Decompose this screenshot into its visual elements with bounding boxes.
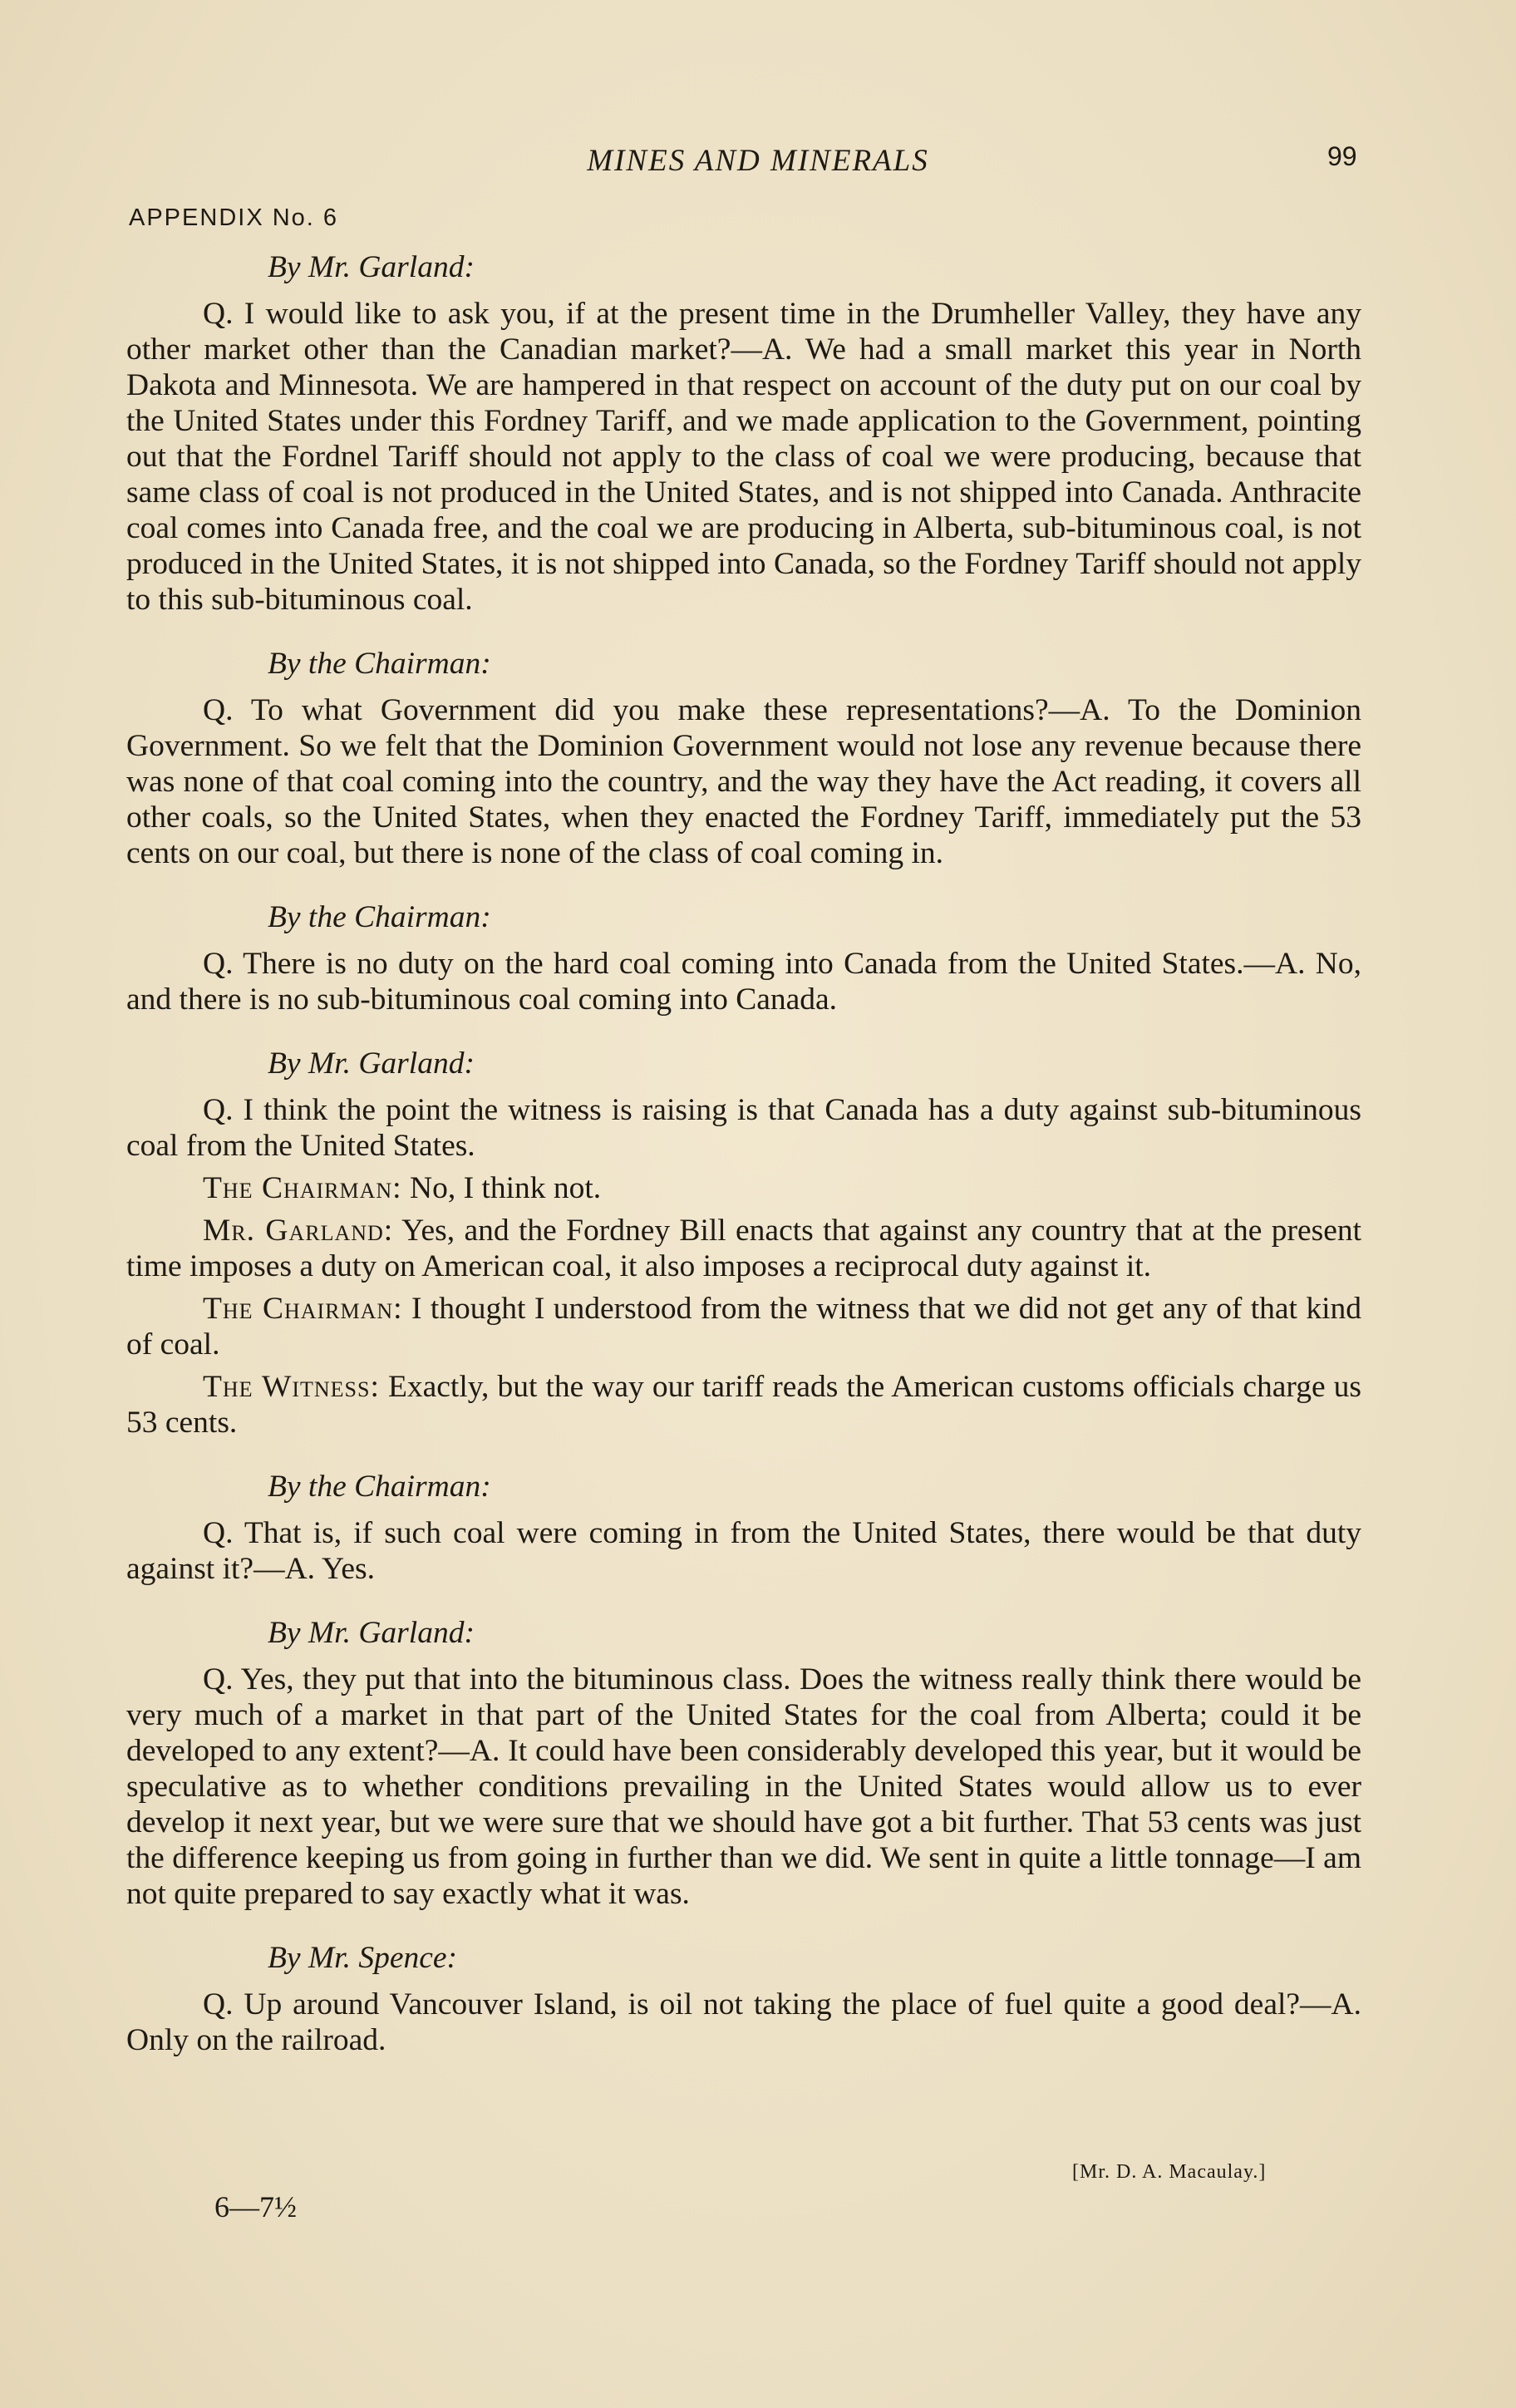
testimony-paragraph: Q. I would like to ask you, if at the present time in the Drumheller Valley, they have any other market other than the Canadian market?—A. We had a small market this year in North Dakota and Minnesota. We are hampered in that respect on account of the duty put on our coal by the United States under this Fordney Tariff, and we made application to the Government, pointing out that the Fordnel Tariff should not apply to the class of coal we were producing, because that same class of coal is not produced in the United States, and is not shipped into Canada. Anthracite coal comes into Canada free, and the coal we are producing in Alberta, sub-bituminous coal, is not produced in the United States, it is not shipped into Canada, so the Fordney Tariff should not apply to this sub-bituminous coal. (126, 297, 1361, 617)
speaker-heading: By Mr. Garland: (268, 250, 475, 284)
speaker-heading: By Mr. Garland: (268, 1616, 475, 1650)
dialogue-line (126, 1369, 1361, 1440)
dialogue-line (126, 1170, 1361, 1206)
running-head: MINES AND MINERALS (587, 144, 929, 178)
speaker-heading: By the Chairman: (268, 900, 491, 934)
dialogue-speaker: The Witness: (203, 1370, 380, 1404)
testimony-paragraph: Q. To what Government did you make these representations?—A. To the Dominion Government. So we felt that the Dominion Government would not lose any revenue because there was none of that coal coming into the country, and the way they have the Act reading, it covers all other coals, so the United States, when they enacted the Fordney Tariff, immediately put the 53 cents on our coal, but there is none of the class of coal coming in. (126, 693, 1361, 870)
folio-signature: 6—7½ (214, 2190, 297, 2223)
dialogue-text: I thought I understood from the witness that we did not get any of that kind of coal. (126, 1292, 1361, 1362)
dialogue-line (126, 1291, 1361, 1362)
dialogue-line (126, 1213, 1361, 1284)
testimony-paragraph: Q. Yes, they put that into the bituminous class. Does the witness really think there would be very much of a market in that part of the United States for the coal from Alberta; could it be developed to any extent?—A. It could have been considerably developed this year, but it would be speculative as to whether conditions prevailing in the United States would allow us to ever develop it next year, but we were sure that we should have got a bit further. That 53 cents was just the difference keeping us from going in further than we did. We sent in quite a little tonnage—I am not quite prepared to say exactly what it was. (126, 1662, 1361, 1911)
testimony-block (126, 249, 1361, 618)
testimony-paragraph: Q. I think the point the witness is raising is that Canada has a duty against sub-bituminous coal from the United States. (126, 1093, 1361, 1163)
dialogue-text: Yes, and the Fordney Bill enacts that against any country that at the present time imposes a duty on American coal, it also imposes a reciprocal duty against it. (126, 1214, 1362, 1283)
testimony-paragraph: Q. That is, if such coal were coming in from the United States, there would be that duty against it?—A. Yes. (126, 1516, 1361, 1586)
testimony-block (126, 1940, 1361, 2058)
speaker-heading: By Mr. Spence: (268, 1941, 458, 1975)
testimony-paragraph: Q. Up around Vancouver Island, is oil not taking the place of fuel quite a good deal?—A. Only on the railroad. (126, 1987, 1361, 2057)
body-text (126, 249, 1361, 2058)
dialogue-speaker: The Chairman: (203, 1292, 403, 1326)
appendix-label: APPENDIX No. 6 (129, 204, 339, 231)
testimony-paragraph: Q. There is no duty on the hard coal coming into Canada from the United States.—A. No, and there is no sub-bituminous coal coming into Canada. (126, 947, 1361, 1017)
dialogue-speaker: The Chairman: (203, 1171, 402, 1205)
witness-name: [Mr. D. A. Macaulay.] (1072, 2161, 1267, 2183)
speaker-heading: By Mr. Garland: (268, 1046, 475, 1081)
dialogue-text: Exactly, but the way our tariff reads the American customs officials charge us 53 cents. (126, 1370, 1361, 1440)
testimony-block (126, 646, 1361, 871)
testimony-block (126, 1046, 1361, 1164)
speaker-heading: By the Chairman: (268, 647, 491, 681)
speaker-heading: By the Chairman: (268, 1470, 491, 1504)
dialogue-text: No, I think not. (401, 1171, 602, 1205)
testimony-block (126, 1615, 1361, 1912)
testimony-block (126, 899, 1361, 1017)
page-number: 99 (1327, 141, 1357, 171)
testimony-block (126, 1469, 1361, 1587)
dialogue-speaker: Mr. Garland: (203, 1214, 394, 1248)
